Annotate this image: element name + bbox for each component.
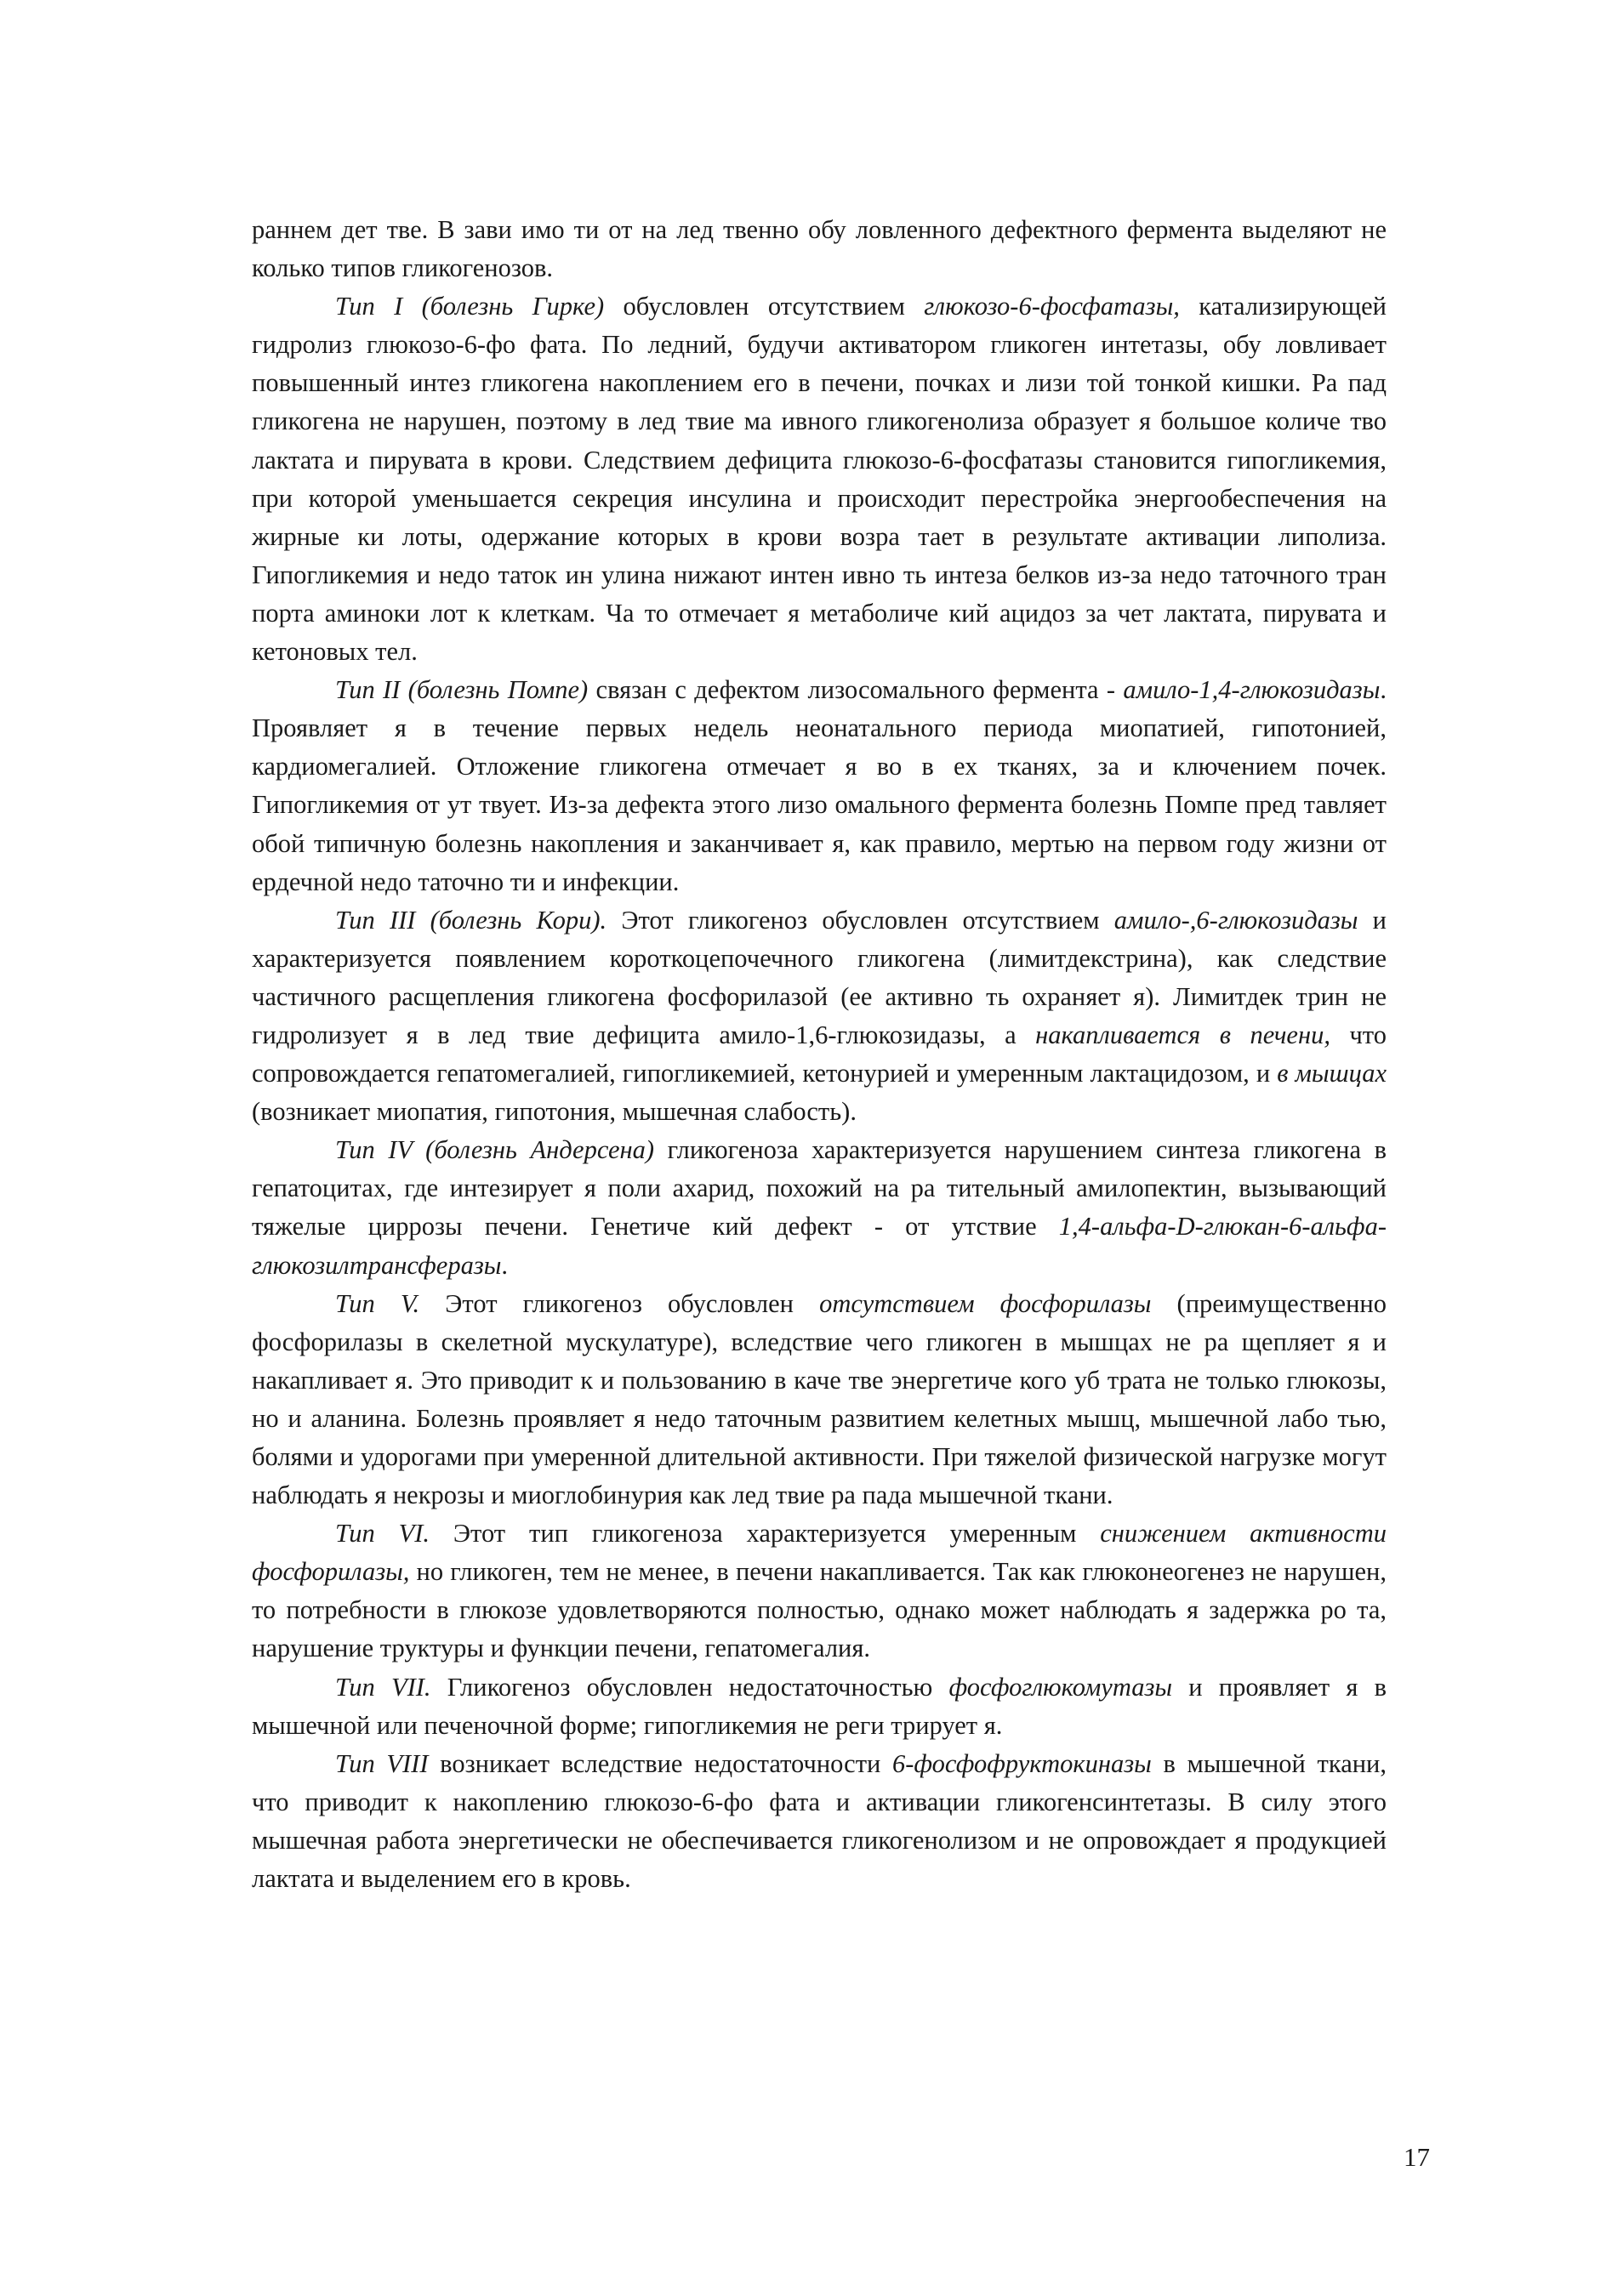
- emphasis-text: Тип VI.: [335, 1519, 430, 1549]
- body-text-run: (возникает миопатия, гипотония, мышечная слабость).: [252, 1097, 857, 1127]
- emphasis-text: Тип I (болезнь Гирке): [335, 292, 605, 321]
- body-text-run: . Проявляет я в течение первых недель неонатального периода миопатией, гипотонией, кардиомегалией. Отложение гликогена отмечает я во в ех тканях, за и ключением почек. Гипогликемия от ут твует. Из-за дефекта этого лизо омального фермента болезнь Помпе пред тавляет обой типичную болезнь накопления и заканчивает я, как правило, мертью на первом году жизни от ердечной недо таточно ти и инфекции.: [252, 675, 1387, 896]
- emphasis-text: накапливается в печени,: [1035, 1020, 1330, 1049]
- document-page: [252, 211, 1387, 2209]
- page-number: 17: [1404, 2142, 1430, 2172]
- paragraph: [252, 1745, 1387, 1898]
- paragraph: [252, 287, 1387, 671]
- emphasis-text: Тип VIII: [335, 1748, 429, 1778]
- body-text-run: в мышечной ткани, что приводит к накоплению глюкозо-6-фо фата и активации гликогенсинтетазы. В силу этого мышечная работа энергетически не обеспечивается гликогенолизом и не опровождает я продукцией лактата и выделением его в кровь.: [252, 1748, 1387, 1894]
- body-text-run: катализирующей гидролиз глюкозо-6-фо фата. По ледний, будучи активатором гликоген интетазы, обу ловливает повышенный интез гликогена накоплением его в печени, почках и лизи той тонкой кишки. Ра пад гликогена не нарушен, поэтому в лед твие ма ивного гликогенолиза образует я большое количе тво лактата и пирувата в крови. Следствием дефицита глюкозо-6-фосфатазы становится гипогликемия, при которой уменьшается секреция инсулина и происходит перестройка энергообеспечения на жирные ки лоты, одержание которых в крови возра тает в результате активации липолиза. Гипогликемия и недо таток ин улина нижают интен ивно ть интеза белков из-за недо таточного тран порта аминоки лот к клеткам. Ча то отмечает я метаболиче кий ацидоз за чет лактата, пирувата и кетоновых тел.: [252, 292, 1387, 667]
- emphasis-text: Тип II (болезнь Помпе): [335, 675, 589, 705]
- paragraph: [252, 1668, 1387, 1745]
- emphasis-text: амило-1,4-глюкозидазы: [1123, 675, 1381, 705]
- emphasis-text: 1,4-альфа-D-глюкан-6-альфа-глюкозилтрансферазы: [252, 1212, 1387, 1280]
- body-text: [252, 211, 1387, 1898]
- body-text-run: Этот гликогеноз обусловлен: [419, 1288, 820, 1318]
- body-text-run: (преимущественно фосфорилазы в скелетной мускулатуре), вследствие чего гликоген в мышцах не ра щепляет я и накапливает я. Это приводит к и пользованию в каче тве энергетиче кого уб трата не только глюкозы, но и аланина. Болезнь проявляет я недо таточным развитием келетных мышц, мышечной лабо тью, болями и удорогами при умеренной длительной активности. При тяжелой физической нагрузке могут наблюдать я некрозы и миоглобинурия как лед твие ра пада мышечной ткани.: [252, 1288, 1387, 1510]
- emphasis-text: в мышцах: [1277, 1059, 1387, 1088]
- body-text-run: что сопровождается гепатомегалией, гипогликемией, кетонурией и умеренным лактацидозом, и: [252, 1020, 1387, 1088]
- paragraph: [252, 1131, 1387, 1284]
- body-text-run: обусловлен отсутствием: [604, 292, 925, 321]
- body-text-run: .: [501, 1250, 509, 1280]
- body-text-run: связан с дефектом лизосомального фермента -: [588, 675, 1124, 705]
- paragraph: [252, 901, 1387, 1132]
- emphasis-text: Тип IV (болезнь Андерсена): [335, 1135, 655, 1165]
- body-text-run: и характеризуется появлением короткоцепочечного гликогена (лимитдекстрина), как следствие частичного расщепления гликогена фосфорилазой (ее активно ть охраняет я). Лимитдек трин не гидролизует я в лед твие дефицита амило-1,6-глюкозидазы, а: [252, 905, 1387, 1049]
- paragraph: [252, 1515, 1387, 1668]
- emphasis-text: фосфоглюкомутазы: [948, 1672, 1173, 1702]
- emphasis-text: амило-,6-глюкозидазы: [1113, 905, 1358, 935]
- paragraph: [252, 671, 1387, 901]
- body-text-run: и проявляет я в мышечной или печеночной форме; гипогликемия не реги трирует я.: [252, 1672, 1387, 1740]
- body-text-run: но гликоген, тем не менее, в печени накапливается. Так как глюконеогенез не нарушен, то потребности в глюкозе удовлетворяются полностью, однако может наблюдать я задержка ро та, нарушение труктуры и функции печени, гепатомегалия.: [252, 1557, 1387, 1663]
- paragraph: [252, 211, 1387, 287]
- body-text-run: Гликогеноз обусловлен недостаточностью: [430, 1672, 949, 1702]
- emphasis-text: Тип VII.: [335, 1672, 431, 1702]
- emphasis-text: 6-фосфофруктокиназы: [892, 1748, 1152, 1778]
- body-text-run: возникает вследствие недостаточности: [428, 1748, 893, 1778]
- body-text-run: Этот тип гликогеноза характеризуется умеренным: [430, 1519, 1101, 1549]
- body-text-run: Этот гликогеноз обусловлен отсутствием: [606, 905, 1114, 935]
- body-text-run: гликогеноза характеризуется нарушением синтеза гликогена в гепатоцитах, где интезирует я поли ахарид, похожий на ра тительный амилопектин, вызывающий тяжелые циррозы печени. Генетиче кий дефект - от утствие: [252, 1135, 1387, 1242]
- emphasis-text: отсутствием фосфорилазы: [819, 1288, 1152, 1318]
- emphasis-text: снижением активности фосфорилазы,: [252, 1519, 1387, 1587]
- emphasis-text: Тип III (болезнь Кори).: [335, 905, 607, 935]
- emphasis-text: глюкозо-6-фосфатазы,: [924, 292, 1180, 321]
- emphasis-text: Тип V.: [335, 1288, 420, 1318]
- body-text-run: раннем дет тве. В зави имо ти от на лед твенно обу ловленного дефектного фермента выделяют не колько типов гликогенозов.: [252, 215, 1387, 283]
- paragraph: [252, 1285, 1387, 1515]
